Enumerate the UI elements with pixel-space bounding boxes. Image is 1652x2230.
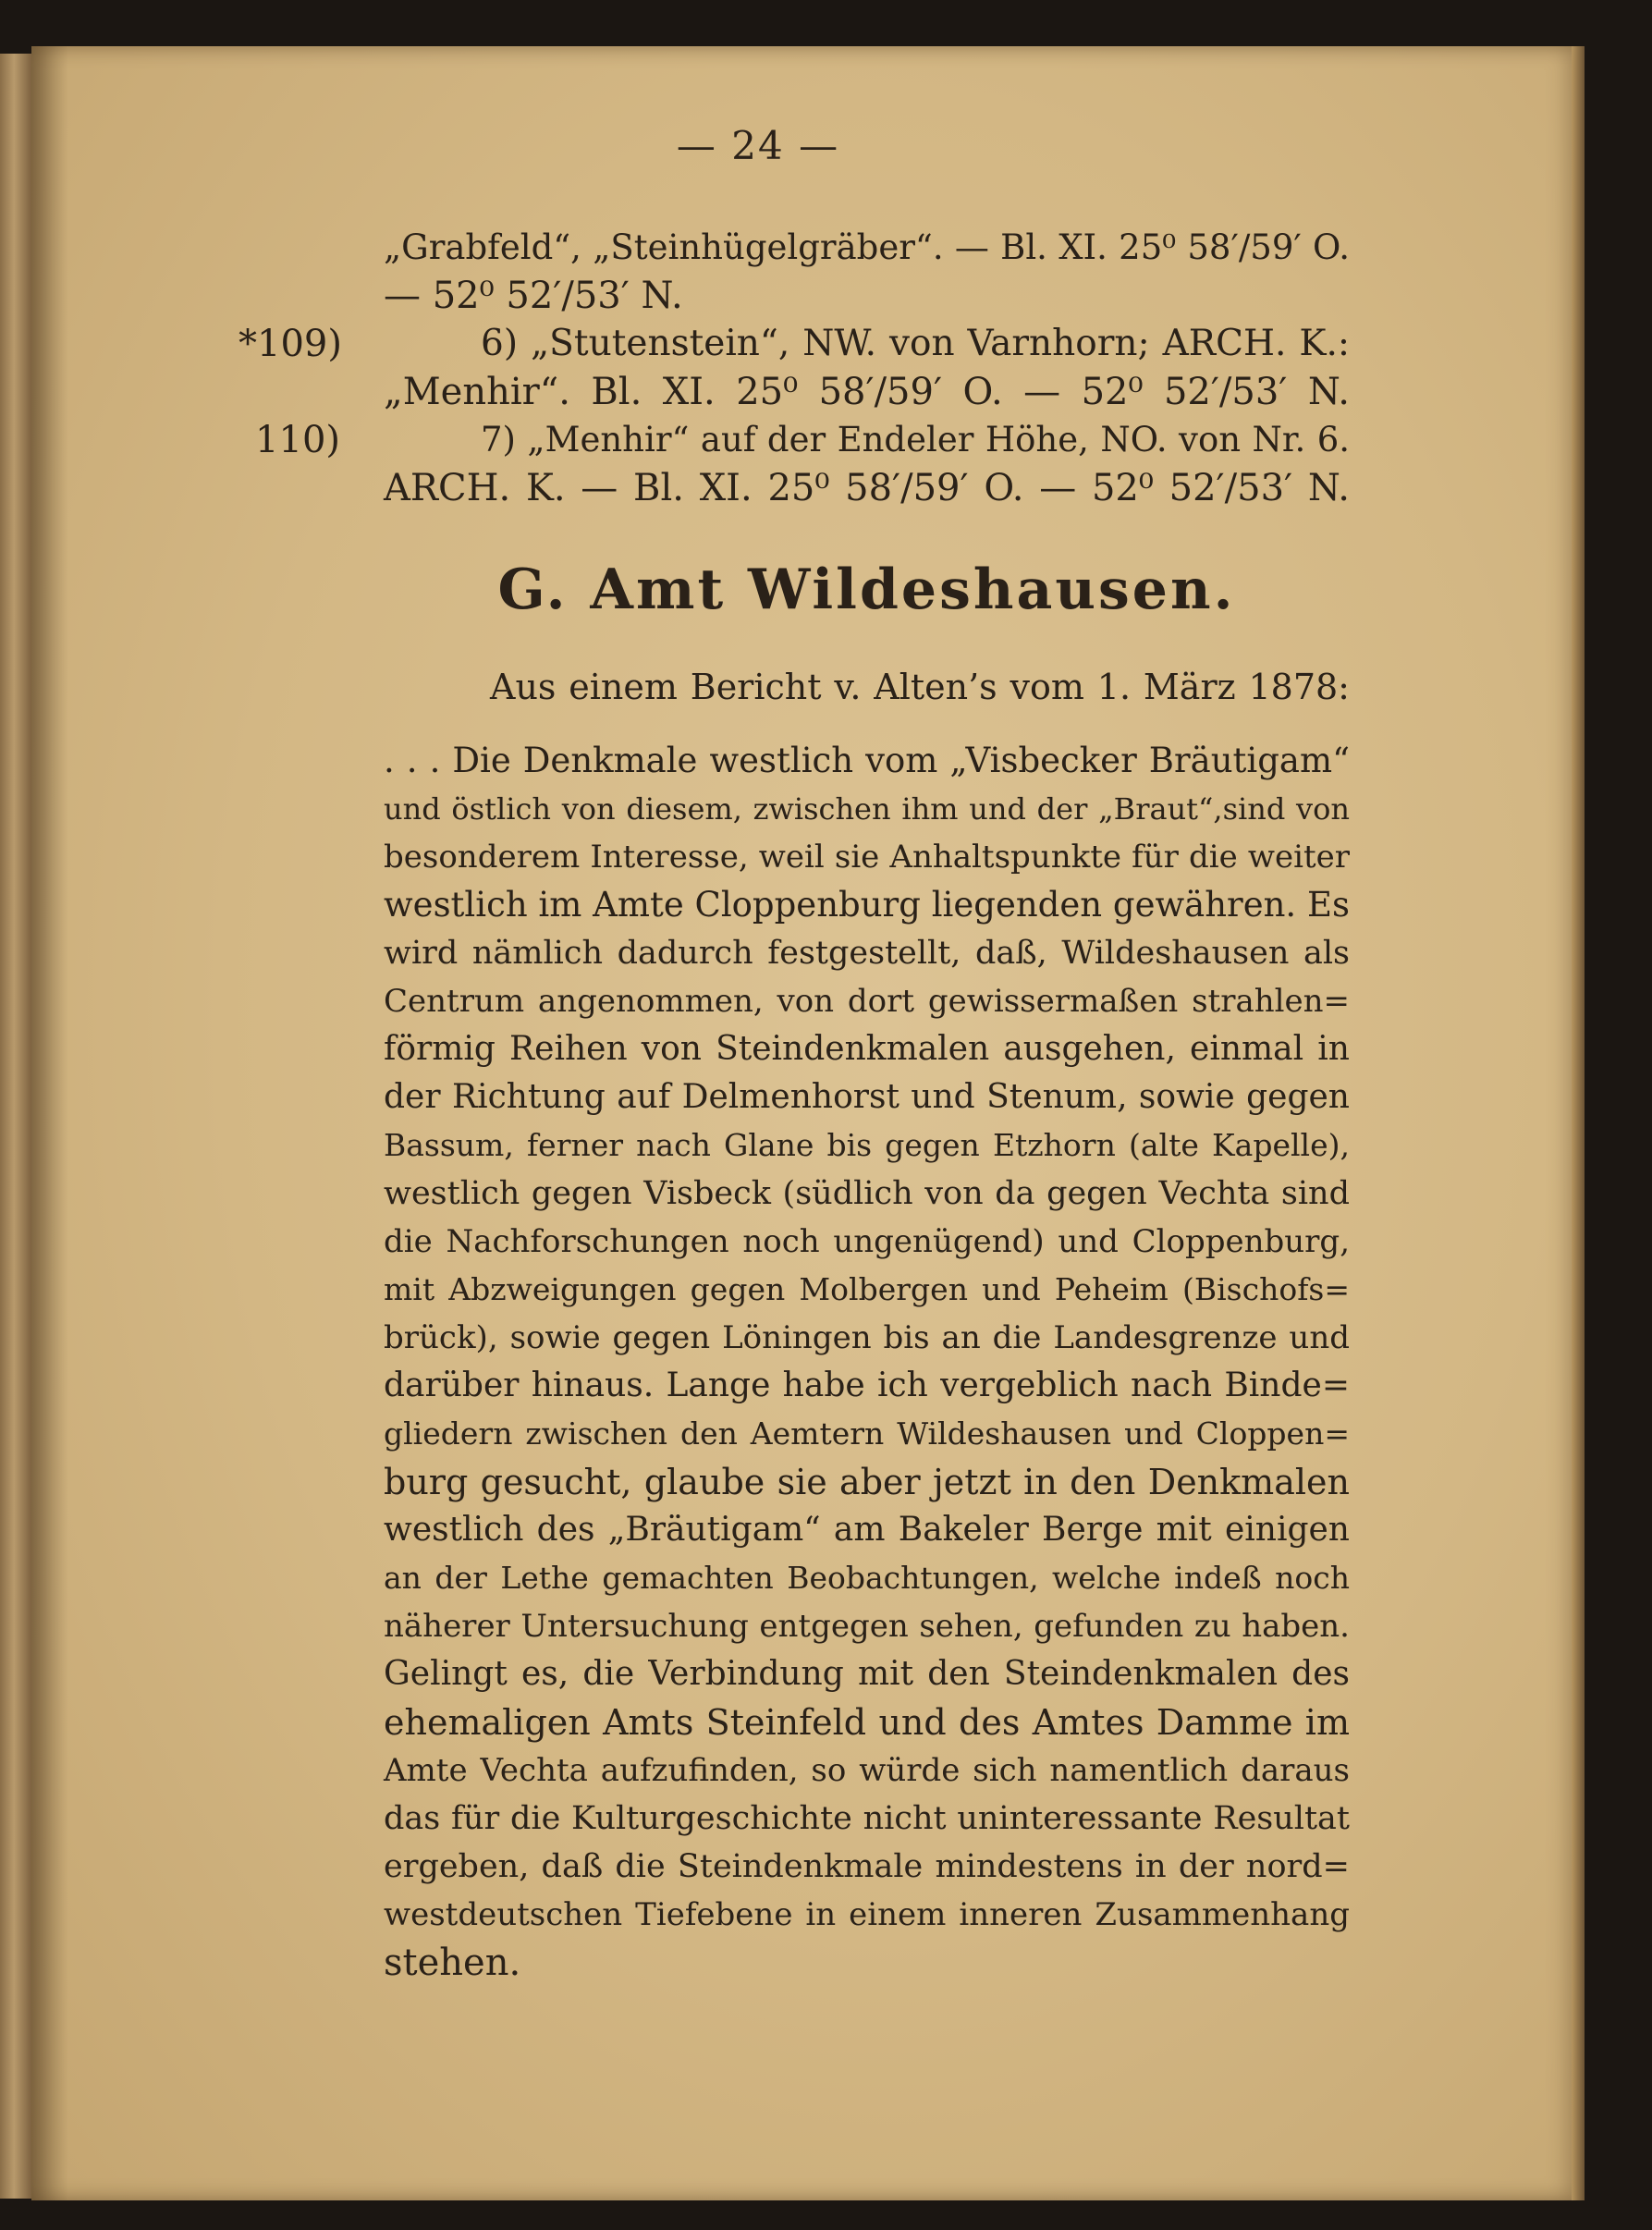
- previous-page-edge: [0, 54, 34, 2199]
- entry-number: 110): [255, 419, 340, 461]
- body-line: besonderem Interesse, weil sie Anhaltspunkte für die weiter: [384, 839, 1350, 876]
- spine-shadow: [31, 46, 68, 2200]
- entry-line: „Grabfeld“, „Steinhügelgräber“. — Bl. XI. 25⁰ 58′/59′ O.: [384, 227, 1350, 267]
- body-line: Bassum, ferner nach Glane bis gegen Etzhorn (alte Kapelle),: [384, 1127, 1350, 1163]
- body-line: ehemaligen Amts Steinfeld und des Amtes Damme im: [384, 1702, 1350, 1743]
- entry-line: — 52⁰ 52′/53′ N.: [384, 275, 683, 317]
- entry-line: „Menhir“. Bl. XI. 25⁰ 58′/59′ O. — 52⁰ 52′/53′ N.: [384, 371, 1350, 413]
- entry-number: *109): [239, 323, 342, 365]
- body-line: wird nämlich dadurch festgestellt, daß, Wildeshausen als: [384, 935, 1350, 972]
- entry-line: 7) „Menhir“ auf der Endeler Höhe, NO. von Nr. 6.: [481, 420, 1350, 459]
- entry-line: ARCH. K. — Bl. XI. 25⁰ 58′/59′ O. — 52⁰ 52′/53′ N.: [384, 467, 1350, 509]
- body-line: westlich im Amte Cloppenburg liegenden gewähren. Es: [384, 885, 1350, 925]
- body-line: näherer Untersuchung entgegen sehen, gefunden zu haben.: [384, 1608, 1350, 1645]
- body-line: und östlich von diesem, zwischen ihm und der „Braut“,sind von: [384, 791, 1350, 827]
- body-line: das für die Kulturgeschichte nicht uninteressante Resultat: [384, 1800, 1350, 1837]
- body-line: ergeben, daß die Steindenkmale mindestens in der nord=: [384, 1848, 1350, 1885]
- body-line: an der Lethe gemachten Beobachtungen, welche indeß noch: [384, 1560, 1350, 1596]
- body-line: burg gesucht, glaube sie aber jetzt in den Denkmalen: [384, 1462, 1350, 1502]
- body-line: mit Abzweigungen gegen Molbergen und Peheim (Bischofs=: [384, 1271, 1350, 1307]
- body-line: Gelingt es, die Verbindung mit den Steindenkmalen des: [384, 1655, 1350, 1693]
- section-heading: G. Amt Wildeshausen.: [497, 558, 1236, 622]
- body-line: Centrum angenommen, von dort gewissermaßen strahlen=: [384, 983, 1350, 1020]
- body-line: förmig Reihen von Steindenkmalen ausgehen, einmal in: [384, 1030, 1350, 1068]
- page-right-edge: [1572, 46, 1585, 2200]
- body-line: Amte Vechta aufzufinden, so würde sich namentlich daraus: [384, 1752, 1350, 1789]
- intro-line: Aus einem Bericht v. Alten’s vom 1. März 1878:: [490, 667, 1350, 707]
- page-number: — 24 —: [676, 123, 840, 168]
- body-line: gliedern zwischen den Aemtern Wildeshausen und Cloppen=: [384, 1415, 1350, 1452]
- entry-line: 6) „Stutenstein“, NW. von Varnhorn; ARCH. K.:: [481, 323, 1350, 364]
- body-line: . . . Die Denkmale westlich vom „Visbecker Bräutigam“: [384, 741, 1350, 780]
- body-line: darüber hinaus. Lange habe ich vergeblich nach Binde=: [384, 1366, 1350, 1404]
- body-line: der Richtung auf Delmenhorst und Stenum, sowie gegen: [384, 1078, 1350, 1116]
- body-line: die Nachforschungen noch ungenügend) und Cloppenburg,: [384, 1223, 1350, 1260]
- body-line: westlich gegen Visbeck (südlich von da gegen Vechta sind: [384, 1175, 1350, 1212]
- body-line: stehen.: [384, 1942, 521, 1984]
- body-line: westlich des „Bräutigam“ am Bakeler Berge mit einigen: [384, 1511, 1350, 1549]
- body-line: westdeutschen Tiefebene in einem inneren Zusammenhang: [384, 1896, 1350, 1933]
- body-line: brück), sowie gegen Löningen bis an die Landesgrenze und: [384, 1319, 1350, 1356]
